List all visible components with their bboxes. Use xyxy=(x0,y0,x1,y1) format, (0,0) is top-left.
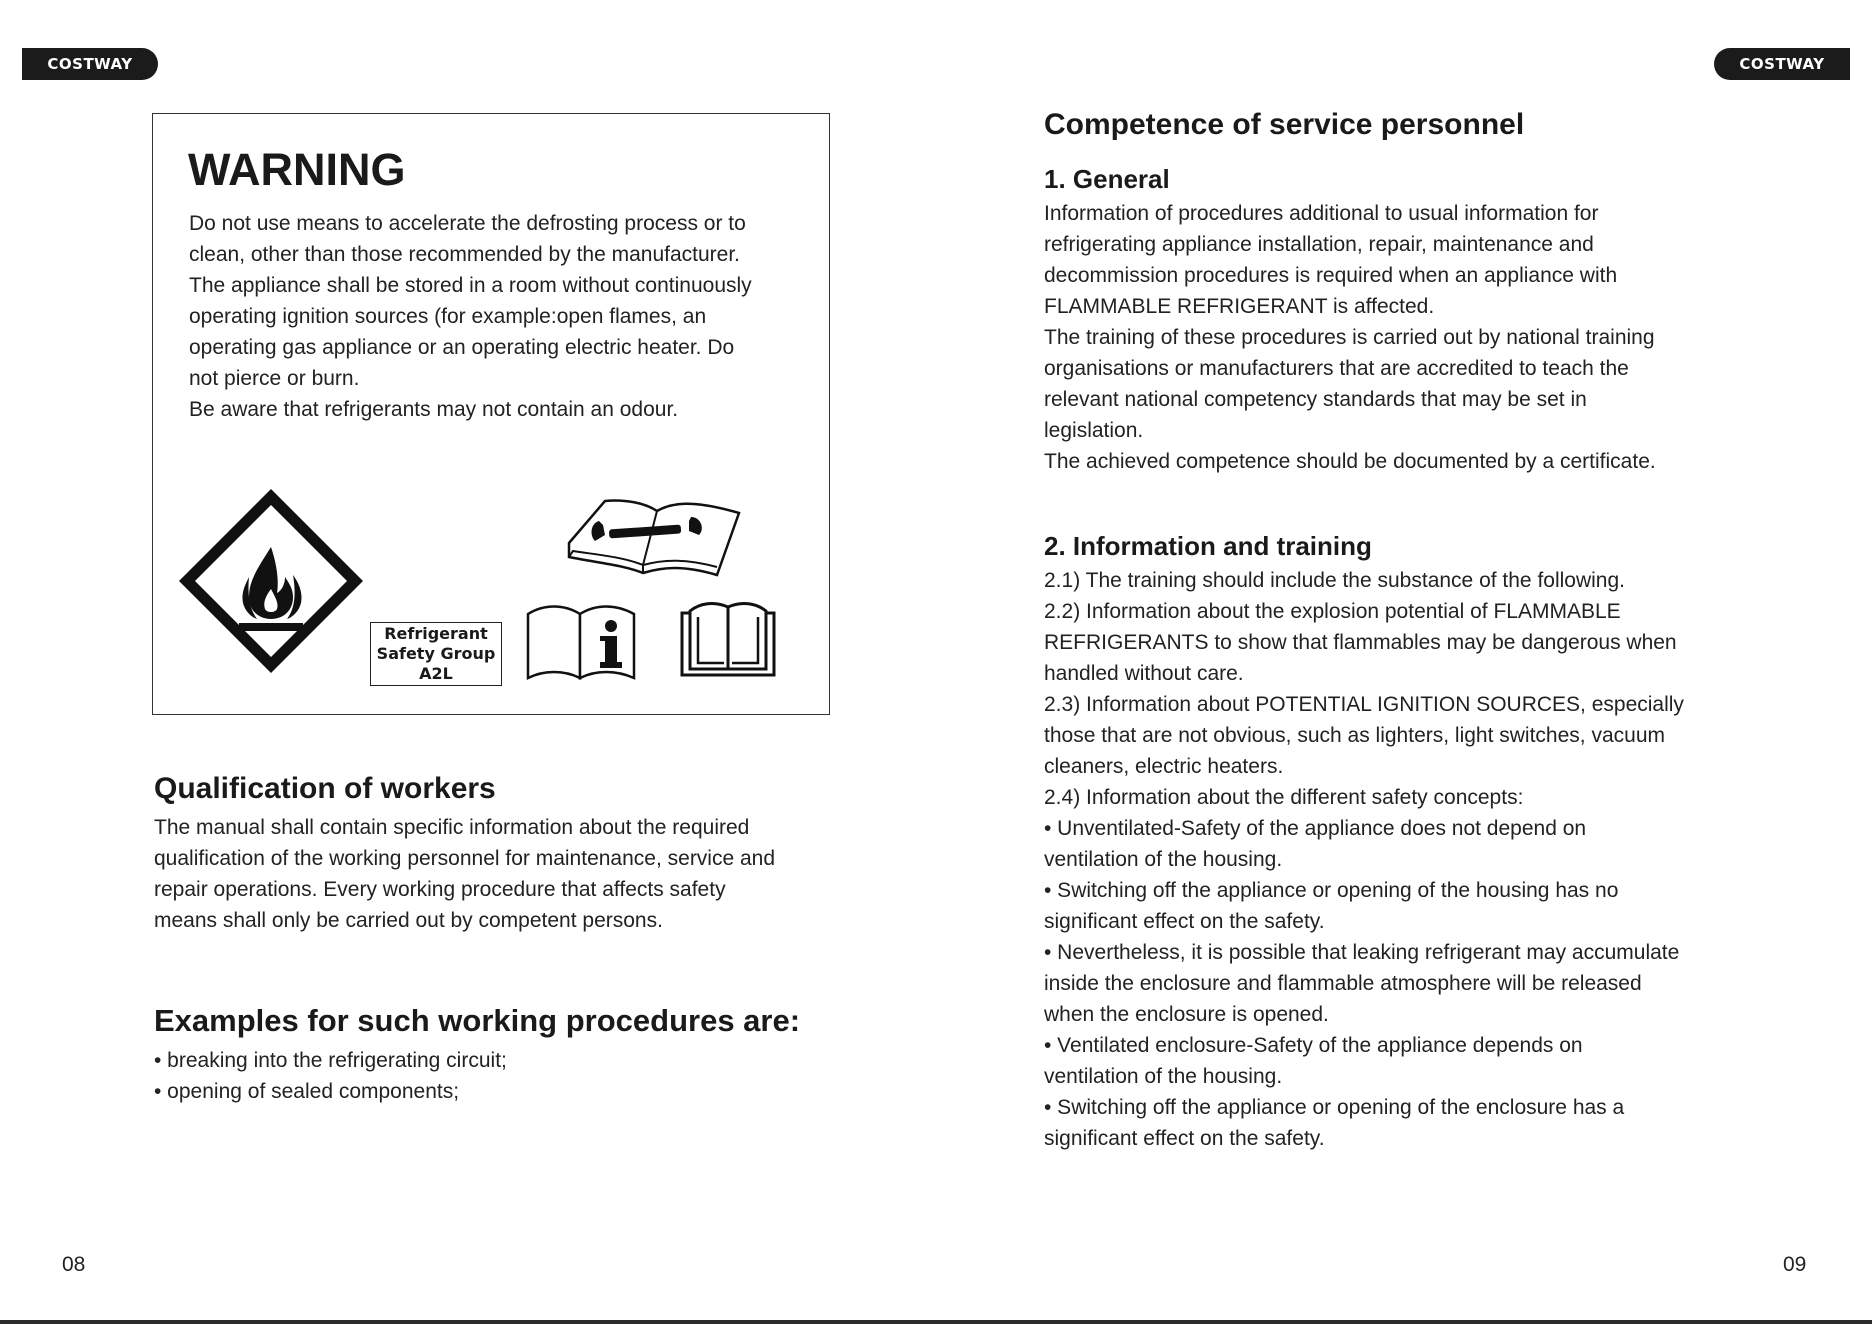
qualification-line: The manual shall contain specific information about the required xyxy=(154,816,750,839)
warning-title: WARNING xyxy=(188,144,406,195)
training-line: when the enclosure is opened. xyxy=(1044,1003,1329,1026)
bottom-rule xyxy=(0,1320,1872,1324)
list-item: • breaking into the refrigerating circuit; xyxy=(154,1049,507,1072)
label-line: Refrigerant xyxy=(384,624,488,643)
training-line: 2.4) Information about the different safety concepts: xyxy=(1044,786,1524,809)
training-text xyxy=(1044,565,1824,1154)
training-line: handled without care. xyxy=(1044,662,1244,685)
warning-line: not pierce or burn. xyxy=(189,367,360,390)
training-line: 2.1) The training should include the substance of the following. xyxy=(1044,569,1625,592)
label-line: A2L xyxy=(419,664,453,683)
general-line: relevant national competency standards that may be set in xyxy=(1044,388,1587,411)
list-item: • opening of sealed components; xyxy=(154,1080,460,1103)
training-line: those that are not obvious, such as lighters, light switches, vacuum xyxy=(1044,724,1665,747)
warning-line: operating ignition sources (for example:open flames, an xyxy=(189,305,707,328)
training-line: significant effect on the safety. xyxy=(1044,1127,1325,1150)
warning-line: clean, other than those recommended by the manufacturer. xyxy=(189,243,740,266)
qualification-text xyxy=(154,812,834,936)
page-number-left: 08 xyxy=(62,1253,86,1276)
general-line: FLAMMABLE REFRIGERANT is affected. xyxy=(1044,295,1435,318)
warning-line: Do not use means to accelerate the defrosting process or to xyxy=(189,212,746,235)
brand-tab-right: COSTWAY xyxy=(1714,48,1850,80)
training-line: • Nevertheless, it is possible that leaking refrigerant may accumulate xyxy=(1044,941,1680,964)
examples-heading: Examples for such working procedures are: xyxy=(154,1003,801,1038)
training-line: inside the enclosure and flammable atmosphere will be released xyxy=(1044,972,1642,995)
qualification-line: means shall only be carried out by competent persons. xyxy=(154,909,663,932)
general-text xyxy=(1044,198,1824,477)
training-heading: 2. Information and training xyxy=(1044,531,1372,561)
general-line: legislation. xyxy=(1044,419,1144,442)
training-line: 2.2) Information about the explosion potential of FLAMMABLE xyxy=(1044,600,1621,623)
training-line: REFRIGERANTS to show that flammables may be dangerous when xyxy=(1044,631,1677,654)
general-heading: 1. General xyxy=(1044,164,1170,194)
general-line: The training of these procedures is carried out by national training xyxy=(1044,326,1655,349)
warning-line: Be aware that refrigerants may not contain an odour. xyxy=(189,398,679,421)
warning-line: The appliance shall be stored in a room without continuously xyxy=(189,274,752,297)
operator-manual-icon xyxy=(680,597,776,679)
examples-section xyxy=(154,1003,834,1107)
examples-list xyxy=(154,1045,834,1107)
training-line: • Switching off the appliance or opening of the housing has no xyxy=(1044,879,1619,902)
training-line: • Switching off the appliance or opening of the enclosure has a xyxy=(1044,1096,1625,1119)
competence-heading: Competence of service personnel xyxy=(1044,108,1525,141)
qualification-line: repair operations. Every working procedure that affects safety xyxy=(154,878,726,901)
qualification-heading: Qualification of workers xyxy=(154,772,496,805)
general-line: decommission procedures is required when an appliance with xyxy=(1044,264,1618,287)
brand-tab-left: COSTWAY xyxy=(22,48,158,80)
flammable-hazard-icon xyxy=(175,485,367,677)
general-line: Information of procedures additional to usual information for xyxy=(1044,202,1599,225)
qualification-line: qualification of the working personnel for maintenance, service and xyxy=(154,847,776,870)
general-line: refrigerating appliance installation, repair, maintenance and xyxy=(1044,233,1594,256)
training-line: • Unventilated-Safety of the appliance does not depend on xyxy=(1044,817,1587,840)
competence-section xyxy=(1044,108,1824,1154)
training-line: ventilation of the housing. xyxy=(1044,1065,1283,1088)
training-line: 2.3) Information about POTENTIAL IGNITION SOURCES, especially xyxy=(1044,693,1684,716)
training-line: ventilation of the housing. xyxy=(1044,848,1283,871)
warning-text xyxy=(189,208,809,425)
label-line: Safety Group xyxy=(376,644,496,663)
qualification-section xyxy=(154,772,834,936)
refrigerant-safety-label xyxy=(370,622,502,686)
general-line: organisations or manufacturers that are accredited to teach the xyxy=(1044,357,1629,380)
read-information-icon xyxy=(524,600,638,682)
general-line: The achieved competence should be documented by a certificate. xyxy=(1044,450,1656,473)
training-line: significant effect on the safety. xyxy=(1044,910,1325,933)
page-number-right: 09 xyxy=(1783,1253,1807,1276)
warning-line: operating gas appliance or an operating electric heater. Do xyxy=(189,336,735,359)
section-spacer xyxy=(1044,477,1824,531)
training-line: • Ventilated enclosure-Safety of the appliance depends on xyxy=(1044,1034,1583,1057)
service-manual-icon xyxy=(565,495,741,577)
training-line: cleaners, electric heaters. xyxy=(1044,755,1284,778)
